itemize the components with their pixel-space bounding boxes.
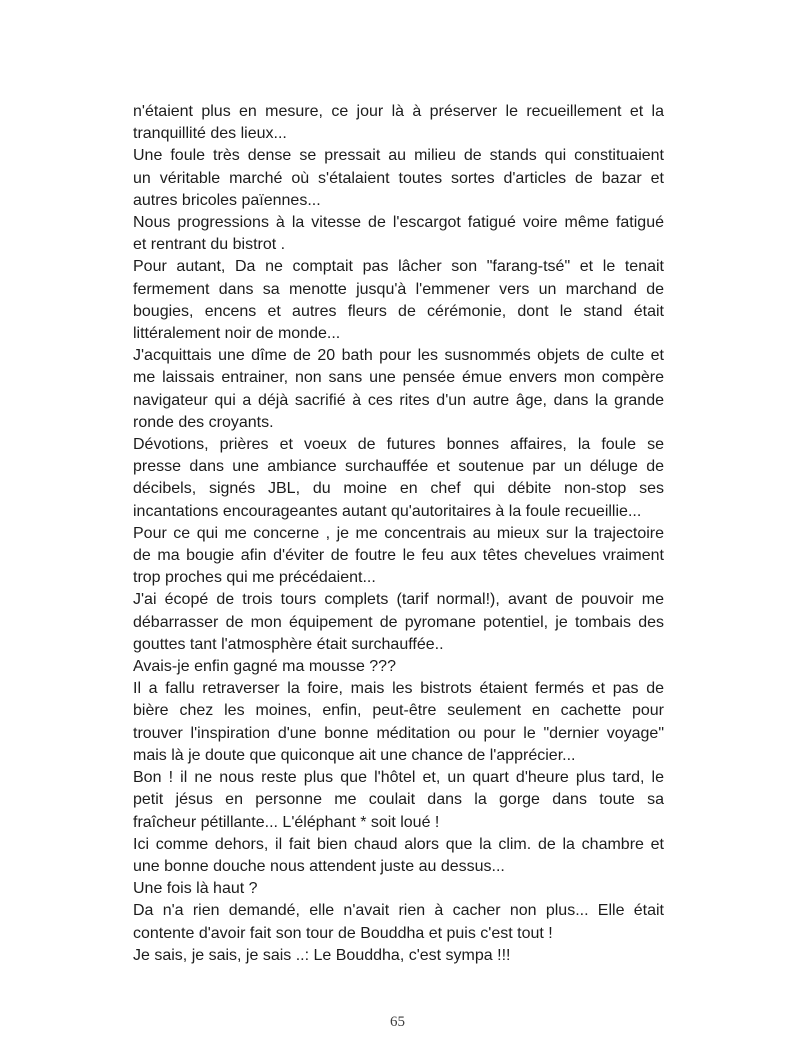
paragraph [133,945,664,967]
text-line: Pour autant, Da ne comptait pas lâcher son "farang-tsé" et le tenait [133,258,664,276]
text-line: navigateur qui a déjà sacrifié à ces rites d'un autre âge, dans la grande [133,391,664,409]
text-line: petit jésus en personne me coulait dans la gorge dans toute sa [133,791,664,809]
text-line: Bon ! il ne nous reste plus que l'hôtel et, un quart d'heure plus tard, le [133,769,664,787]
text-line: contente d'avoir fait son tour de Bouddha et puis c'est tout ! [133,924,553,942]
paragraph [133,145,664,212]
text-line: Une fois là haut ? [133,880,258,898]
text-line: Nous progressions à la vitesse de l'escargot fatigué voire même fatigué [133,214,664,232]
text-line: trouver l'inspiration d'une bonne méditation ou pour le "dernier voyage" [133,724,664,742]
text-line: Ici comme dehors, il fait bien chaud alors que la clim. de la chambre et [133,835,664,853]
text-line: autres bricoles païennes... [133,191,321,209]
text-line: Pour ce qui me concerne , je me concentrais au mieux sur la trajectoire [133,524,664,542]
text-line: bougies, encens et autres fleurs de cérémonie, dont le stand était [133,302,664,320]
paragraph [133,434,664,523]
text-line: Da n'a rien demandé, elle n'avait rien à cacher non plus... Elle était [133,902,664,920]
text-line: incantations encourageantes autant qu'autoritaires à la foule recueillie... [133,502,642,520]
paragraph [133,523,664,590]
text-line: de ma bougie afin d'éviter de foutre le feu aux têtes chevelues vraiment [133,547,664,565]
text-line: littéralement noir de monde... [133,325,341,343]
paragraph [133,834,664,878]
paragraph [133,656,664,678]
paragraph [133,101,664,145]
text-line: trop proches qui me précédaient... [133,569,376,587]
text-line: J'ai écopé de trois tours complets (tarif normal!), avant de pouvoir me [133,591,664,609]
text-line: n'étaient plus en mesure, ce jour là à préserver le recueillement et la [133,103,664,120]
text-line: gouttes tant l'atmosphère était surchauffée.. [133,635,444,653]
paragraph [133,212,664,256]
page-number: 65 [390,1014,405,1030]
text-line: tranquillité des lieux... [133,125,287,143]
text-line: bière chez les moines, enfin, peut-être seulement en cachette pour [133,702,664,720]
text-line: Dévotions, prières et voeux de futures bonnes affaires, la foule se [133,436,664,454]
paragraph [133,256,664,345]
text-line: presse dans une ambiance surchauffée et soutenue par un déluge de [133,458,664,476]
paragraph [133,678,664,767]
text-line: débarrasser de mon équipement de pyromane potentiel, je tombais des [133,613,664,631]
text-line: mais là je doute que quiconque ait une chance de l'apprécier... [133,746,576,764]
text-line: une bonne douche nous attendent juste au dessus... [133,857,505,875]
text-line: décibels, signés JBL, du moine en chef qui débite non-stop ses [133,480,664,498]
text-line: J'acquittais une dîme de 20 bath pour les susnommés objets de culte et [133,347,664,365]
text-line: fermement dans sa menotte jusqu'à l'emmener vers un marchand de [133,280,664,298]
text-line: ronde des croyants. [133,413,274,431]
paragraph [133,345,664,434]
text-line: et rentrant du bistrot . [133,236,286,254]
text-line: fraîcheur pétillante... L'éléphant * soit loué ! [133,813,440,831]
text-line: Avais-je enfin gagné ma mousse ??? [133,658,396,676]
paragraph [133,767,664,834]
paragraph [133,589,664,656]
paragraph [133,900,664,944]
paragraph [133,878,664,900]
text-line: un véritable marché où s'étalaient toutes sortes d'articles de bazar et [133,169,664,187]
text-line: me laissais entrainer, non sans une pensée émue envers mon compère [133,369,664,387]
body-text [133,101,664,967]
text-line: Une foule très dense se pressait au milieu de stands qui constituaient [133,147,664,165]
text-line: Je sais, je sais, je sais ..: Le Bouddha, c'est sympa !!! [133,946,511,964]
text-line: Il a fallu retraverser la foire, mais les bistrots étaient fermés et pas de [133,680,664,698]
